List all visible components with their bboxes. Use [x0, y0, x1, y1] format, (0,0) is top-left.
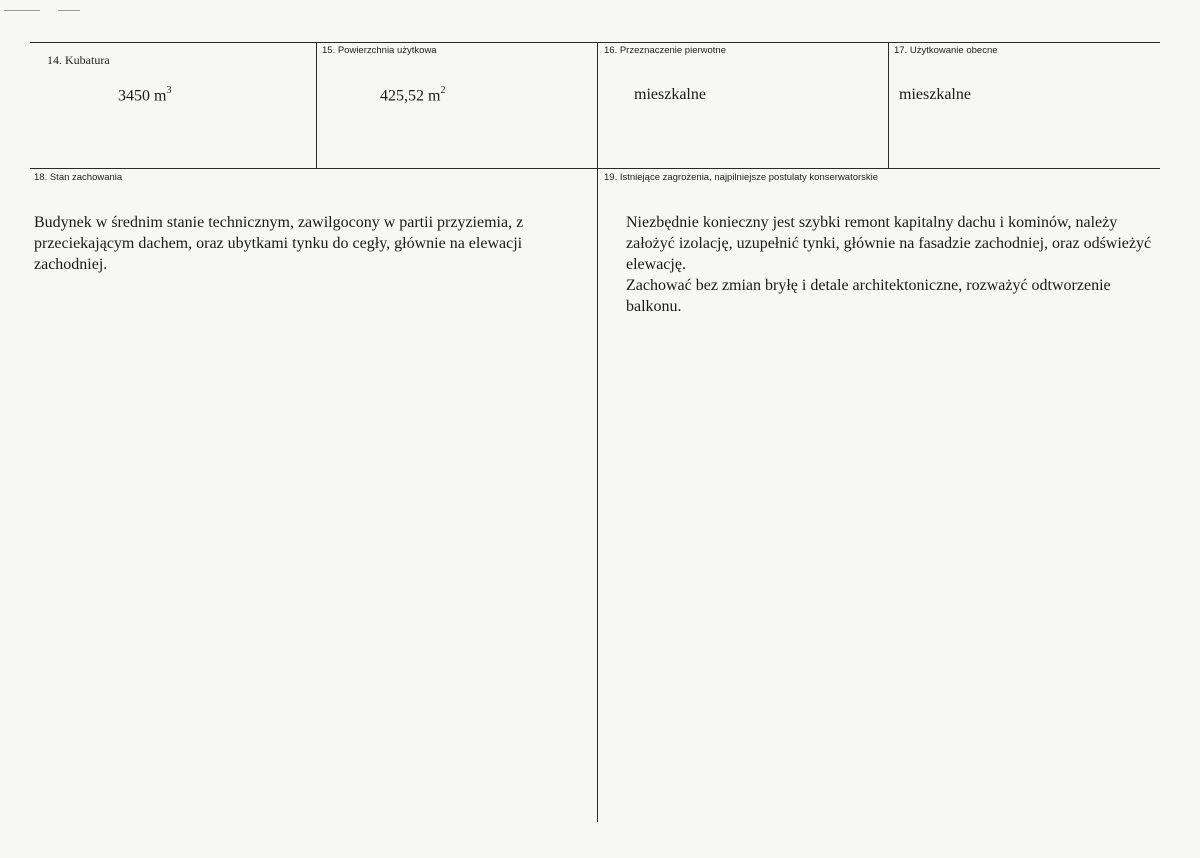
col-divider-3	[888, 42, 889, 169]
powierzchnia-value	[380, 86, 445, 105]
przeznaczenie-value: mieszkalne	[634, 86, 706, 103]
scan-mark-left	[4, 10, 40, 11]
przeznaczenie-label: 16. Przeznaczenie pierwotne	[604, 45, 726, 56]
zagrozenia-paragraph-2: Zachować bez zmian bryłę i detale architektoniczne, rozważyć odtworzenie balkonu.	[626, 277, 1111, 315]
stan-text	[34, 212, 564, 275]
powierzchnia-number: 425,52 m	[380, 87, 441, 105]
powierzchnia-label: 15. Powierzchnia użytkowa	[322, 45, 437, 56]
col-divider-1	[316, 42, 317, 169]
table-top-border	[30, 42, 1160, 43]
kubatura-exponent: 3	[166, 85, 172, 96]
stan-label: 18. Stan zachowania	[34, 172, 123, 183]
zagrozenia-label: 19. Istniejące zagrożenia, najpilniejsze postulaty konserwatorskie	[604, 172, 879, 183]
powierzchnia-exponent: 2	[440, 85, 446, 96]
zagrozenia-paragraph-1: Niezbędnie konieczny jest szybki remont kapitalny dachu i kominów, należy założyć izolację, uzupełnić tynki, głównie na fasadzie zachodniej, oraz odświeżyć elewację.	[626, 214, 1152, 273]
scan-mark-right	[58, 10, 80, 11]
uzytkowanie-label: 17. Użytkowanie obecne	[894, 45, 998, 56]
kubatura-value	[118, 86, 171, 105]
kubatura-number: 3450 m	[118, 87, 167, 105]
row-divider	[30, 168, 1160, 169]
uzytkowanie-value: mieszkalne	[899, 86, 971, 103]
col-divider-center	[597, 42, 598, 822]
stan-paragraph: Budynek w średnim stanie technicznym, zawilgocony w partii przyziemia, z przeciekającym dachem, oraz ubytkami tynku do cegły, głównie na elewacji zachodniej.	[34, 214, 524, 273]
kubatura-label: 14. Kubatura	[47, 53, 110, 67]
zagrozenia-text	[626, 212, 1152, 317]
